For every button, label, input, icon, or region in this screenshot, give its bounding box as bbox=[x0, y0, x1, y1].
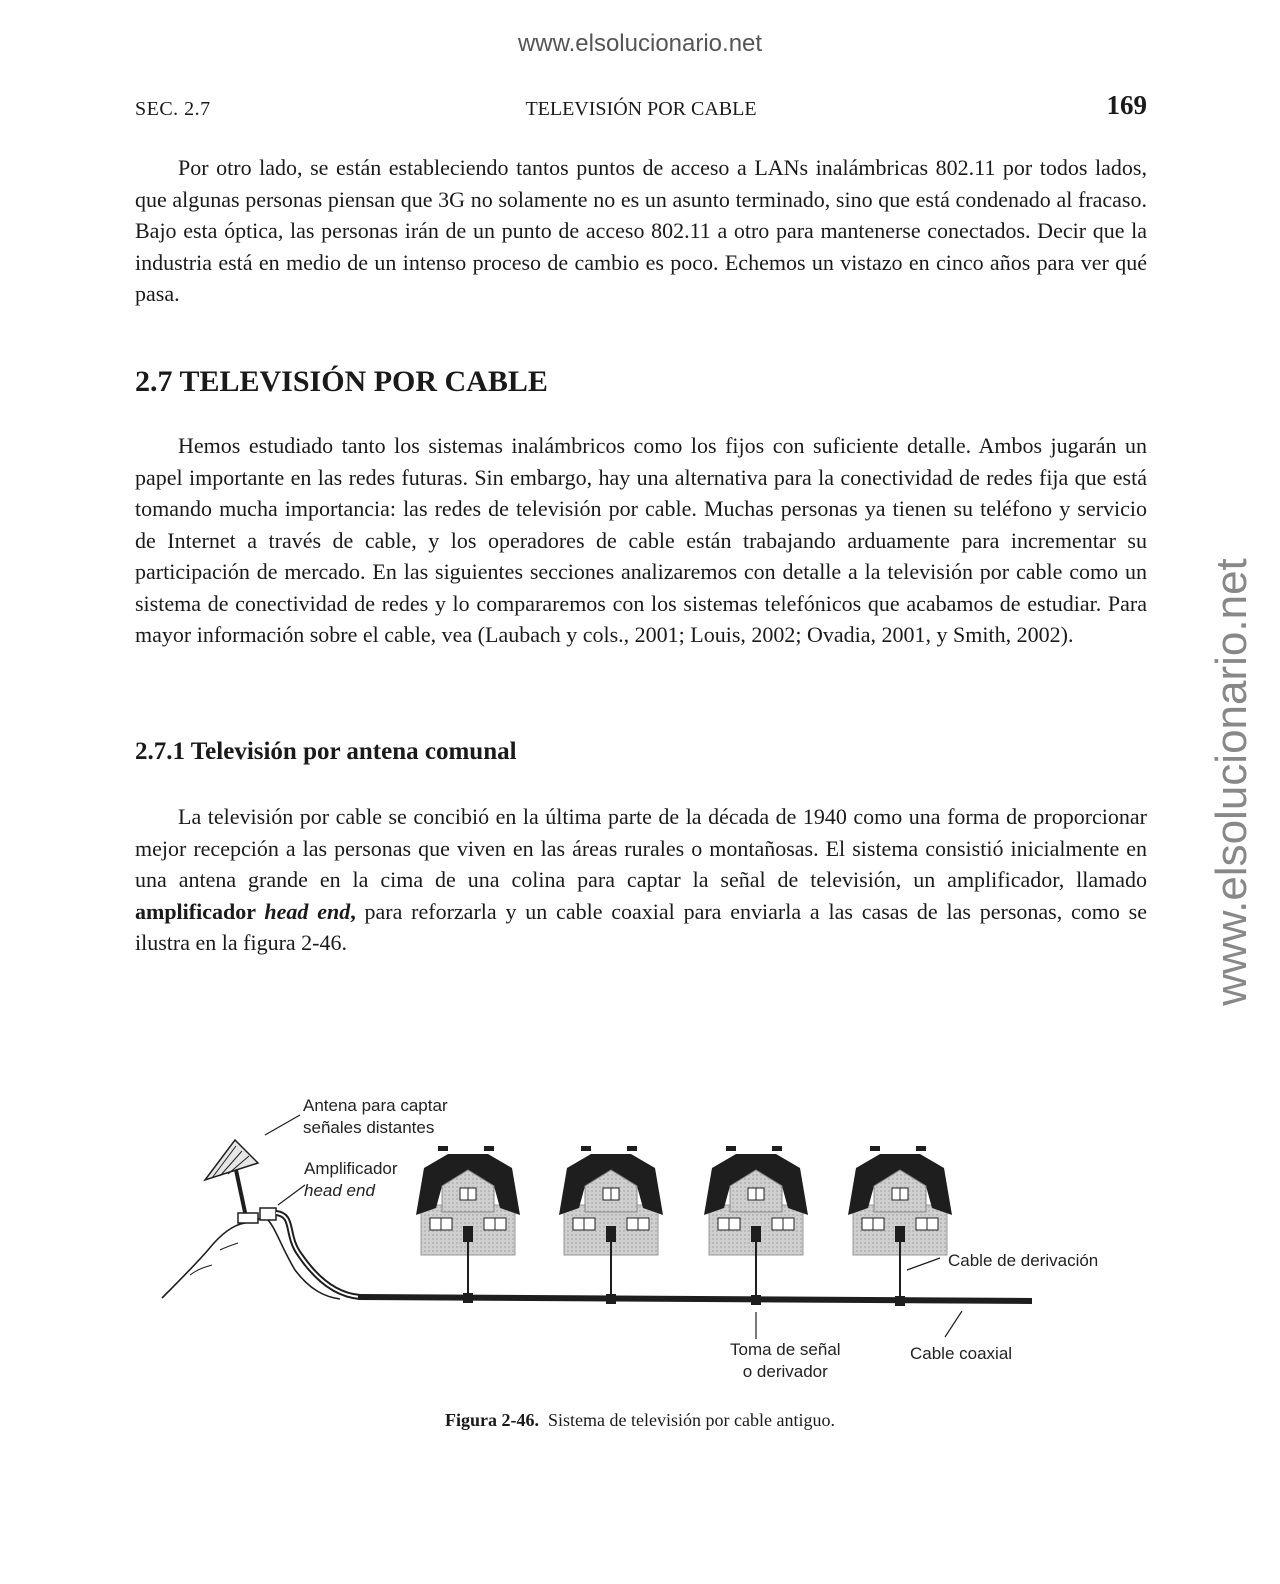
tap-1 bbox=[463, 1293, 473, 1303]
page-number: 169 bbox=[1106, 90, 1147, 120]
house-4 bbox=[848, 1146, 952, 1255]
label-amplifier: Amplificador head end bbox=[304, 1159, 398, 1200]
watermark-side-url: www.elsolucionario.net bbox=[1207, 558, 1256, 1006]
term-comma: , bbox=[350, 898, 356, 924]
antenna-dish bbox=[205, 1140, 258, 1223]
caption-label: Figura 2-46. bbox=[445, 1410, 540, 1430]
caption-text: Sistema de televisión por cable antiguo. bbox=[548, 1410, 835, 1430]
figure-cable-tv-system bbox=[150, 1085, 1140, 1395]
label-coax: Cable coaxial bbox=[910, 1344, 1013, 1363]
intro-paragraph: Por otro lado, se están estableciendo tantos puntos de acceso a LANs inalámbricas 802.11 por todos lados, que algunas personas piensan que 3G no solamente no es un asunto terminado, sino que está condenado al fracaso. Bajo esta óptica, las personas irán de un punto de acceso 802.11 a otro para mantenerse conectados. Decir que la industria está en medio de un intenso proceso de cambio es poco. Echemos un vistazo en cinco años para ver qué pasa. bbox=[135, 155, 1147, 306]
leader-amplifier bbox=[278, 1185, 305, 1205]
running-head-section: SEC. 2.7 bbox=[135, 98, 211, 120]
subsection-text-part1: La televisión por cable se concibió en la última parte de la década de 1940 como una forma de proporcionar mejor recepción a las personas que viven en las áreas rurales o montañosas. El sistema consistió inicialmente en una antena grande en la cima de una colina para captar la señal de televisión, un amplificador, llamado bbox=[135, 804, 1147, 892]
section-heading: 2.7 TELEVISIÓN POR CABLE bbox=[135, 365, 548, 398]
house-3 bbox=[704, 1146, 808, 1255]
label-drop-cable: Cable de derivación bbox=[948, 1251, 1099, 1270]
subsection-heading: 2.7.1 Televisión por antena comunal bbox=[135, 738, 517, 765]
running-head bbox=[135, 90, 1147, 126]
tap-2 bbox=[606, 1294, 616, 1304]
label-antenna: Antena para captar señales distantes bbox=[303, 1096, 448, 1137]
coaxial-cable-line bbox=[358, 1297, 1032, 1301]
running-head-title: TELEVISIÓN POR CABLE bbox=[525, 98, 757, 120]
leader-drop-cable bbox=[907, 1258, 940, 1270]
term-amplificador: amplificador bbox=[135, 898, 265, 924]
tap-4 bbox=[895, 1296, 905, 1306]
hill bbox=[162, 1217, 340, 1299]
subsection-text-part2: para reforzarla y un cable coaxial para enviarla a las casas de las personas, como se ilustra en la figura 2-46. bbox=[135, 898, 1148, 955]
subsection-paragraph bbox=[135, 801, 1147, 959]
watermark-top-url: www.elsolucionario.net bbox=[517, 30, 763, 57]
leader-coax bbox=[945, 1311, 962, 1337]
label-tap: Toma de señal o derivador bbox=[730, 1340, 841, 1381]
house-2 bbox=[559, 1146, 663, 1255]
leader-antenna bbox=[265, 1115, 300, 1135]
tap-3 bbox=[751, 1295, 761, 1305]
term-head-end: head end bbox=[264, 898, 351, 924]
house-1 bbox=[416, 1146, 520, 1255]
figure-caption bbox=[0, 1410, 1280, 1431]
section-paragraph: Hemos estudiado tanto los sistemas inalámbricos como los fijos con suficiente detalle. Ambos jugarán un papel importante en las redes futuras. Sin embargo, hay una alternativa para la conectividad de redes fija que está tomando mucha importancia: las redes de televisión por cable. Muchas personas ya tienen su teléfono y servicio de Internet a través de cable, y los operadores de cable están trabajando arduamente para incrementar su participación de mercado. En las siguientes secciones analizaremos con detalle a la televisión por cable como un sistema de conectividad de redes y lo compararemos con los sistemas telefónicos que acabamos de estudiar. Para mayor información sobre el cable, vea (Laubach y cols., 2001; Louis, 2002; Ovadia, 2001, y Smith, 2002). bbox=[135, 433, 1147, 647]
amplifier-box bbox=[260, 1208, 276, 1220]
